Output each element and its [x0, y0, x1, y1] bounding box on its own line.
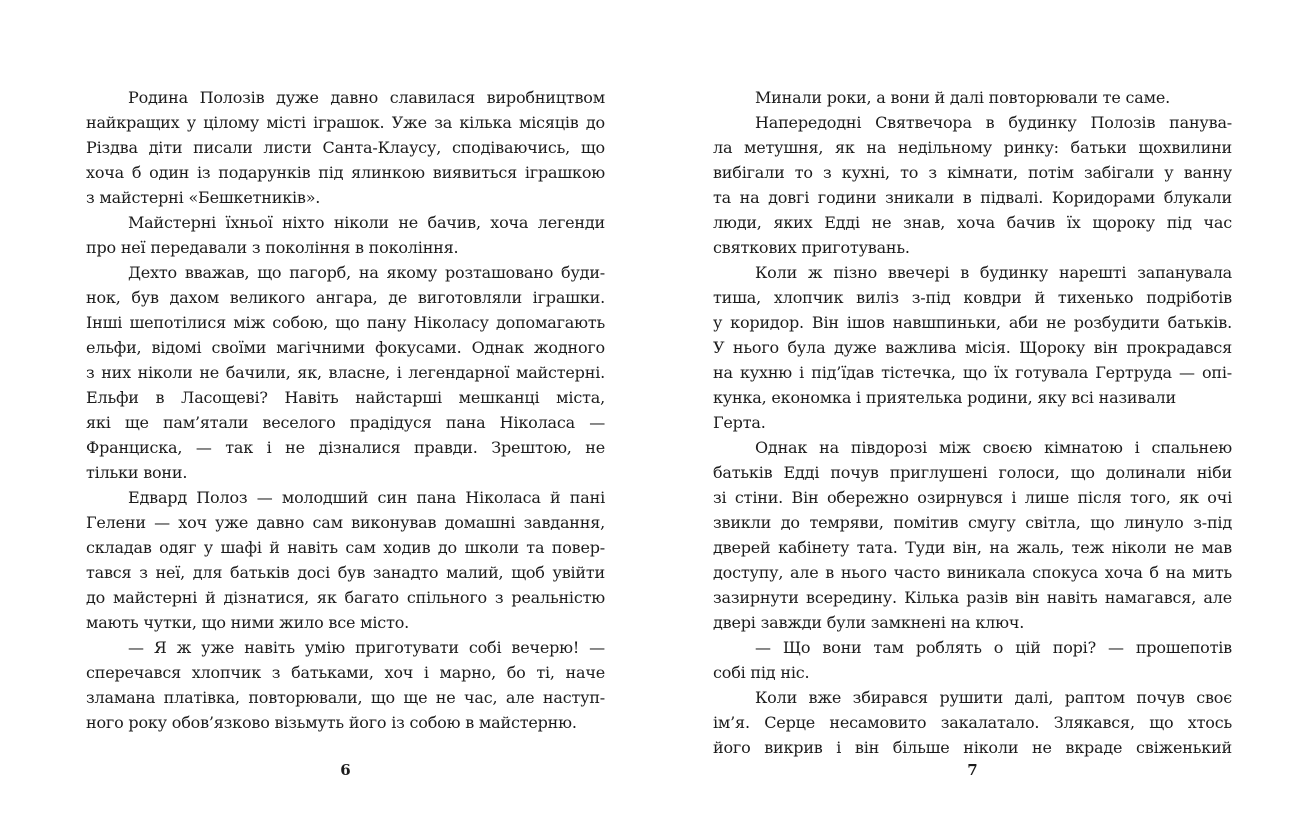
text-line: вибігали то з кухні, то з кімнати, потім забігали у ванну	[713, 163, 1232, 182]
text-line: Коли ж пізно ввечері в будинку нарешті запанувала	[755, 263, 1232, 282]
page-left	[0, 0, 649, 827]
text-line: хоча б один із подарунків під ялинкою виявиться іграшкою	[86, 163, 605, 182]
text-line: тиша, хлопчик виліз з-під ковдри й тихенько подріботів	[713, 288, 1232, 307]
text-line: Різдва діти писали листи Санта-Клаусу, сподіваючись, що	[86, 138, 605, 157]
text-line: Родина Полозів дуже давно славилася виробництвом	[128, 88, 605, 107]
paragraph	[713, 685, 1232, 760]
text-line: які ще пам’ятали веселого прадідуся пана Ніколаса —	[86, 413, 605, 432]
paragraph	[713, 260, 1232, 435]
text-line: його викрив і він більше ніколи не вкраде свіженький	[713, 738, 1232, 757]
page-number-left: 6	[340, 761, 351, 779]
text-line: Едвард Полоз — молодший син пана Ніколаса й пані	[128, 488, 605, 507]
text-line: до майстерні й дізнатися, як багато спільного з реальністю	[86, 588, 605, 607]
text-line: ім’я. Серце несамовито закалатало. Злякався, що хтось	[713, 713, 1232, 732]
text-line: двері завжди були замкнені на ключ.	[713, 613, 1025, 632]
text-line: люди, яких Едді не знав, хоча бачив їх щороку під час	[713, 213, 1232, 232]
text-line: батьків Едді почув приглушені голоси, що долинали ніби	[713, 463, 1232, 482]
text-line: зі стіни. Він обережно озирнувся і лише після того, як очі	[713, 488, 1232, 507]
paragraph	[713, 85, 1232, 110]
text-line: Напередодні Святвечора в будинку Полозів панува-	[755, 113, 1232, 132]
text-line: Коли вже збирався рушити далі, раптом почув своє	[755, 688, 1232, 707]
text-line: та на довгі години зникали в підвалі. Коридорами блукали	[713, 188, 1232, 207]
paragraph	[86, 210, 605, 260]
text-line: дверей кабінету тата. Туди він, на жаль, теж ніколи не мав	[713, 538, 1232, 557]
paragraph	[713, 110, 1232, 260]
page-left-text	[86, 85, 605, 735]
text-line: Ельфи в Ласощеві? Навіть найстарші мешканці міста,	[86, 388, 605, 407]
text-line: про неї передавали з покоління в покоління.	[86, 238, 459, 257]
text-line: святкових приготувань.	[713, 238, 910, 257]
text-line: звикли до темряви, помітив смугу світла, що линуло з-під	[713, 513, 1232, 532]
page-number-right: 7	[967, 761, 978, 779]
text-line: сперечався хлопчик з батьками, хоч і марно, бо ті, наче	[86, 663, 605, 682]
text-line: з них ніколи не бачили, як, власне, і легендарної майстерні.	[86, 363, 605, 382]
text-line: — Я ж уже навіть умію приготувати собі вечерю! —	[128, 638, 605, 657]
text-line: на кухню і під’їдав тістечка, що їх готувала Гертруда — опі-	[713, 363, 1232, 382]
text-line: У нього була дуже важлива місія. Щороку він прокрадався	[713, 338, 1232, 357]
page-right	[650, 0, 1299, 827]
text-line: з майстерні «Бешкетників».	[86, 188, 321, 207]
text-line: собі під ніс.	[713, 663, 810, 682]
text-line: складав одяг у шафі й навіть сам ходив до школи та повер-	[86, 538, 605, 557]
text-line: мають чутки, що ними жило все місто.	[86, 613, 410, 632]
text-line: Минали роки, а вони й далі повторювали те саме.	[755, 88, 1170, 107]
paragraph	[86, 635, 605, 735]
paragraph	[86, 85, 605, 210]
text-line: у коридор. Він ішов навшпиньки, аби не розбудити батьків.	[713, 313, 1232, 332]
text-line: кунка, економка і приятелька родини, яку всі називали Герта.	[713, 388, 1176, 432]
paragraph	[86, 260, 605, 485]
text-line: ельфи, відомі своїми магічними фокусами. Однак жодного	[86, 338, 605, 357]
paragraph	[86, 485, 605, 635]
text-line: ла метушня, як на недільному ринку: батьки щохвилини	[713, 138, 1232, 157]
text-line: Однак на півдорозі між своєю кімнатою і спальнею	[755, 438, 1232, 457]
text-line: Франциска, — так і не дізналися правди. Зрештою, не	[86, 438, 605, 457]
paragraph	[713, 435, 1232, 635]
text-line: тільки вони.	[86, 463, 188, 482]
text-line: зламана платівка, повторювали, що ще не час, але наступ-	[86, 688, 605, 707]
page-right-text	[713, 85, 1232, 760]
text-line: нок, був дахом великого ангара, де виготовляли іграшки.	[86, 288, 605, 307]
text-line: — Що вони там роблять о цій порі? — прошепотів	[755, 638, 1232, 657]
text-line: зазирнути всередину. Кілька разів він навіть намагався, але	[713, 588, 1232, 607]
paragraph	[713, 635, 1232, 685]
text-line: ного року обов’язково візьмуть його із собою в майстерню.	[86, 713, 577, 732]
text-line: Майстерні їхньої ніхто ніколи не бачив, хоча легенди	[128, 213, 605, 232]
text-line: Дехто вважав, що пагорб, на якому розташовано буди-	[128, 263, 605, 282]
text-line: Гелени — хоч уже давно сам виконував домашні завдання,	[86, 513, 605, 532]
text-line: Інші шепотілися між собою, що пану Ніколасу допомагають	[86, 313, 605, 332]
text-line: найкращих у цілому місті іграшок. Уже за кілька місяців до	[86, 113, 605, 132]
text-line: доступу, але в нього часто виникала спокуса хоча б на мить	[713, 563, 1232, 582]
text-line: тався з неї, для батьків досі був занадто малий, щоб увійти	[86, 563, 605, 582]
